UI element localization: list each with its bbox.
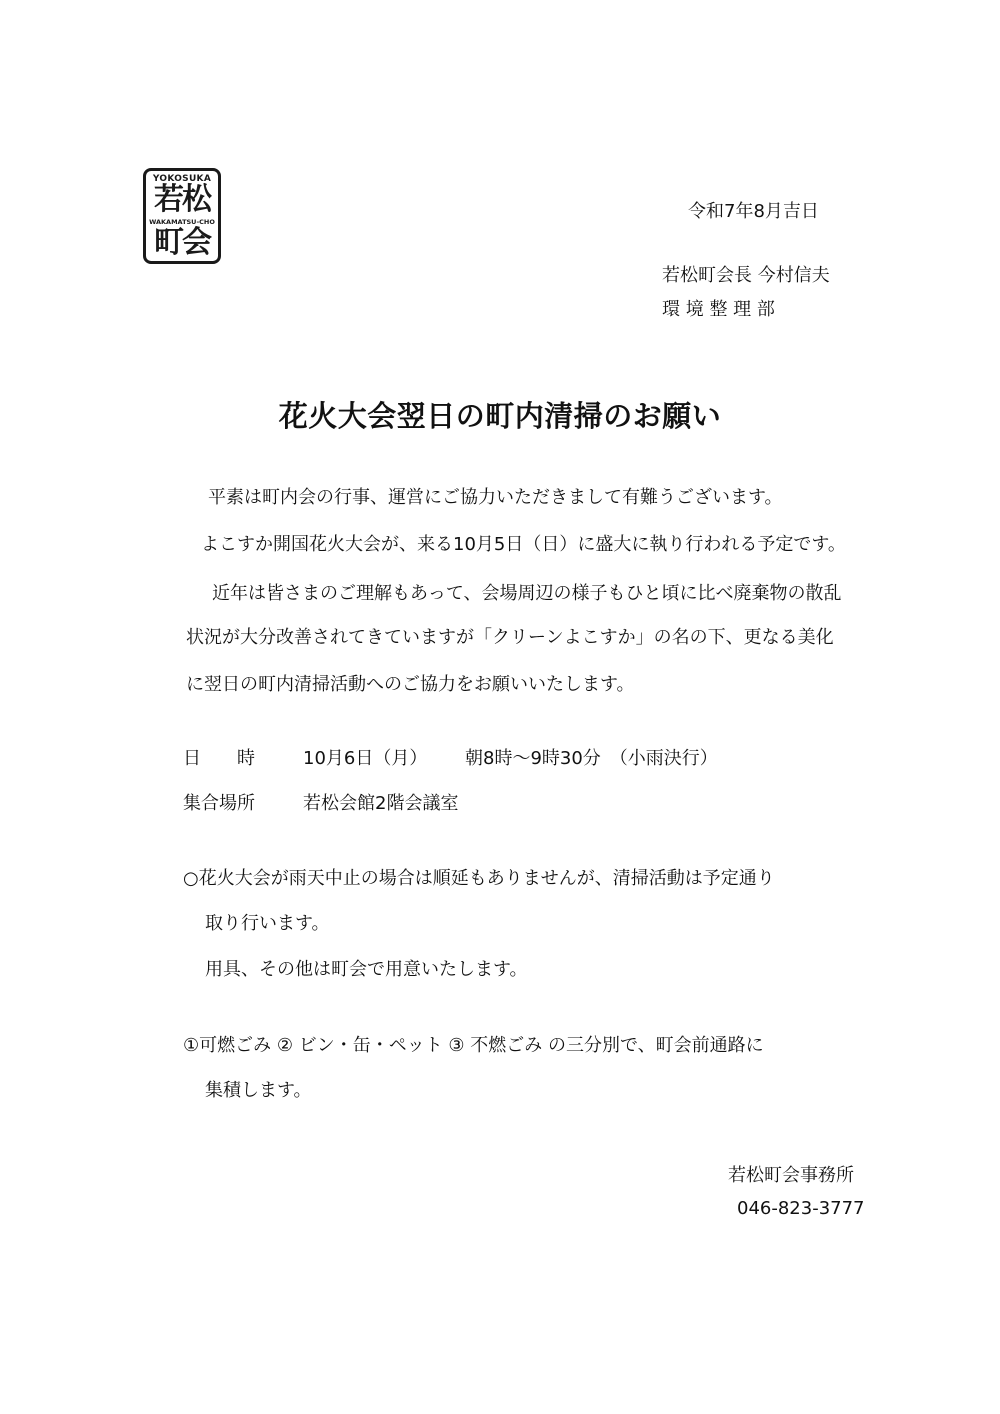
greeting-paragraph: 平素は町内会の行事、運営にご協力いただきまして有難うございます。 [208,487,783,508]
logo-top-text: YOKOSUKA [152,174,212,184]
place-label: 集合場所 [183,793,255,814]
datetime-label: 日 時 [183,748,255,769]
logo-middle-text: WAKAMATSU-CHO [149,218,215,226]
datetime-date: 10月6日（月） [303,748,428,769]
note-sorting-line-1: ①可燃ごみ ② ビン・缶・ペット ③ 不燃ごみ の三分別で、町会前通路に [183,1035,764,1056]
note-rain-line-1: ○花火大会が雨天中止の場合は順延もありませんが、清掃活動は予定通り [183,868,775,889]
note-tools: 用具、その他は町会で用意いたします。 [205,959,528,980]
organization-logo [143,168,221,264]
datetime-time: 朝8時～9時30分 （小雨決行） [465,748,718,769]
request-line-2: 状況が大分改善されてきていますが「クリーンよこすか」の名の下、更なる美化 [186,627,834,648]
request-line-1: 近年は皆さまのご理解もあって、会場周辺の様子もひと頃に比べ廃棄物の散乱 [212,583,842,604]
event-announcement: よこすか開国花火大会が、来る10月5日（日）に盛大に執り行われる予定です。 [201,534,846,555]
note-sorting-line-2: 集積します。 [205,1080,312,1101]
logo-kanji-top: 若松 [154,182,210,217]
request-line-3: に翌日の町内清掃活動へのご協力をお願いいたします。 [186,674,635,695]
office-phone: 046-823-3777 [737,1198,865,1219]
place-value: 若松会館2階会議室 [303,793,459,814]
office-name: 若松町会事務所 [728,1165,854,1186]
document-date: 令和7年8月吉日 [688,201,819,222]
sender-department: 環 境 整 理 部 [662,299,775,320]
sender-name: 若松町会長 今村信夫 [662,265,830,286]
page-title: 花火大会翌日の町内清掃のお願い [278,399,722,433]
note-rain-line-2: 取り行います。 [205,913,330,934]
logo-kanji-bottom: 町会 [154,225,210,260]
